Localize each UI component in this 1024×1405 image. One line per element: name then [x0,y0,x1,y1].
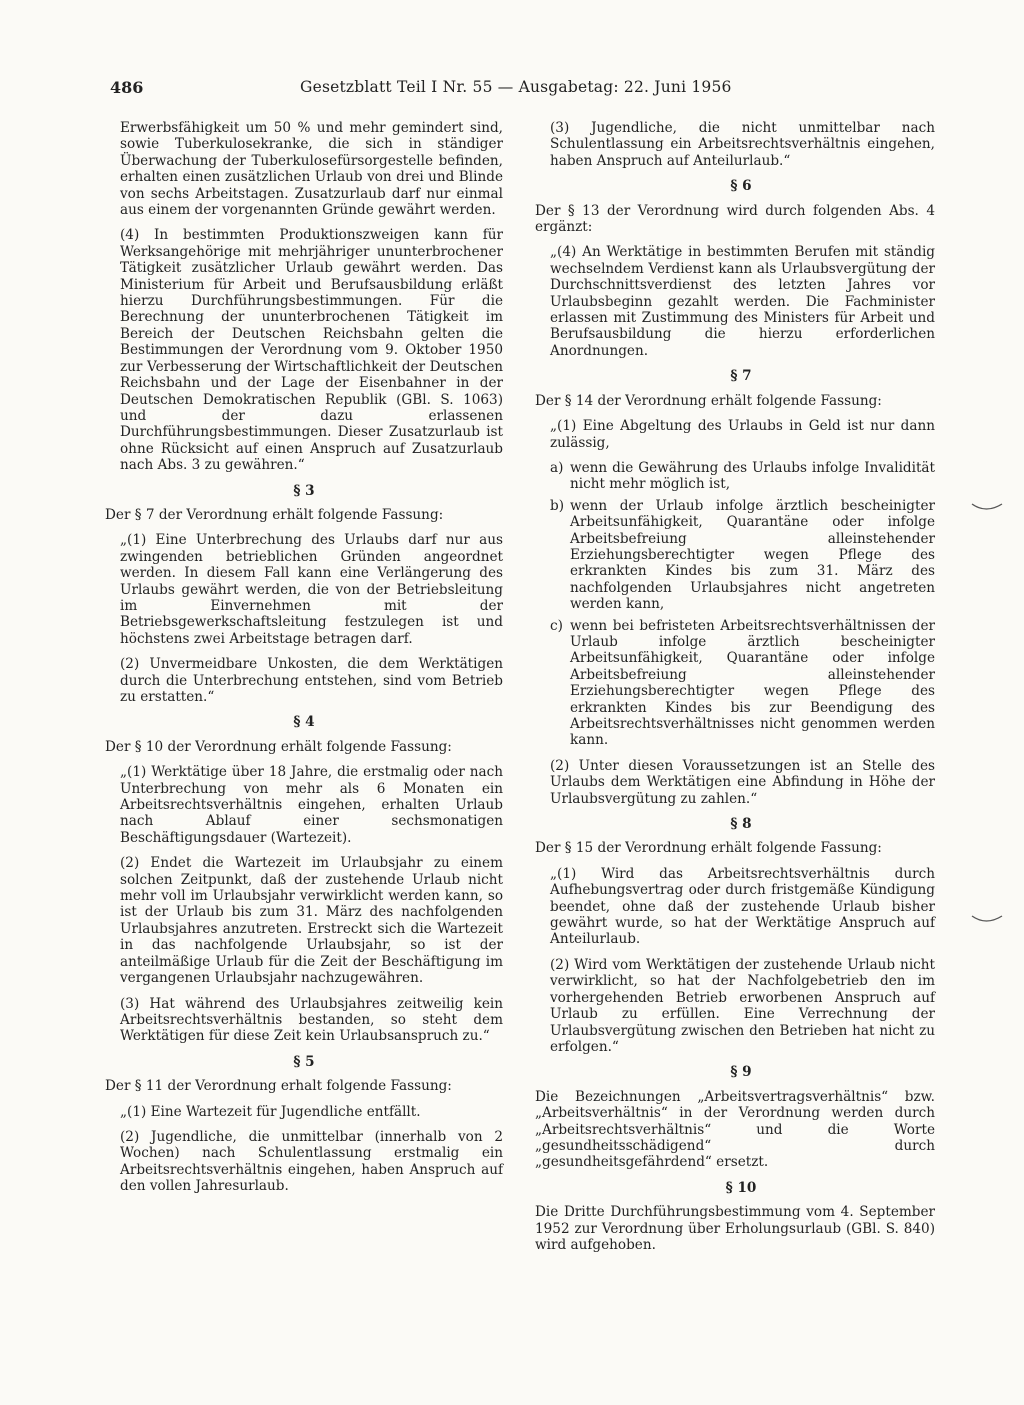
section-heading: § 6 [730,178,752,195]
paragraph: (4) In bestimmten Produktionszweigen kann für Werksangehörige mit mehrjähriger ununterbrochener Tätigkeit zusätzlicher Urlaub gewährt werden. Das Ministerium für Arbeit und Berufsausbildung erläßt hierzu Durchführungsbestimmungen. Für die Berechnung der ununterbrochenen Tätigkeit im Bereich der Deutschen Reichsbahn gelten die Bestimmungen der Verordnung vom 9. Oktober 1950 zur Verbesserung der Wirtschaftlichkeit der Deutschen Reichsbahn und der Lage der Eisenbahner in der Deutschen Demokratischen Republik (GBl. S. 1063) und der dazu erlassenen Durchführungsbestimmungen. Dieser Zusatzurlaub ist ohne Rücksicht auf einen Anspruch auf Zusatzurlaub nach Abs. 3 zu gewähren.“ [120,227,503,474]
section-intro: Der § 11 der Verordnung erhalt folgende Fassung: [105,1078,452,1095]
paragraph: „(4) An Werktätige in bestimmten Berufen mit ständig wechselndem Verdienst kann als Urlaubsvergütung der Durchschnittsverdienst des letzten Jahres vor Urlaubsbeginn gezahlt werden. Die Fachminister erlassen mit Zustimmung des Ministers für Arbeit und Berufsausbildung die hierzu erforderlichen Anordnungen. [550,244,935,359]
left-column [105,120,503,1204]
paragraph: Die Bezeichnungen „Arbeitsvertragsverhältnis“ bzw. „Arbeitsverhältnis“ in der Verordnung werden durch „Arbeitsrechtsverhältnis“ und die Worte „gesundheitsschädigend“ durch „gesundheitsgefährdend“ ersetzt. [535,1088,935,1171]
list-item-label: c) [550,617,563,634]
paragraph: „(1) Eine Abgeltung des Urlaubs in Geld ist nur dann zulässig, [550,418,935,451]
list-item-label: a) [550,459,564,476]
paragraph: (3) Jugendliche, die nicht unmittelbar nach Schulentlassung ein Arbeitsrechtsverhältnis eingehen, haben Anspruch auf Anteilurlaub.“ [550,120,935,169]
section-intro: Der § 15 der Verordnung erhält folgende Fassung: [535,840,882,857]
section-intro: Der § 7 der Verordnung erhält folgende Fassung: [105,506,444,523]
section-heading: § 5 [293,1053,315,1070]
list-item-label: b) [550,497,565,514]
paragraph: „(1) Eine Wartezeit für Jugendliche entfällt. [120,1103,421,1120]
list-item-text: wenn die Gewährung des Urlaubs infolge Invalidität nicht mehr möglich ist, [570,459,935,493]
section-heading: § 8 [730,816,752,833]
right-column [535,120,935,1262]
running-title: Gesetzblatt Teil I Nr. 55 — Ausgabetag: 22. Juni 1956 [300,78,732,96]
paragraph: (3) Hat während des Urlaubsjahres zeitweilig kein Arbeitsrechtsverhältnis bestanden, so steht dem Werktätigen für diese Zeit kein Urlaubsanspruch zu.“ [120,995,503,1045]
paragraph: (2) Jugendliche, die unmittelbar (innerhalb von 2 Wochen) nach Schulentlassung erstmalig ein Arbeitsrechtsverhältnis eingehen, haben Anspruch auf den vollen Jahresurlaub. [120,1128,503,1195]
paragraph: (2) Unvermeidbare Unkosten, die dem Werktätigen durch die Unterbrechung entstehen, sind vom Betrieb zu erstatten.“ [120,656,503,705]
list-item-text: wenn bei befristeten Arbeitsrechtsverhältnissen der Urlaub infolge ärztlich bescheinigter Arbeitsunfähigkeit, Quarantäne oder infolge Arbeitsbefreiung alleinstehender Erziehungsberechtigter wegen Pflege des erkrankten Kindes bis zur Beendigung des Arbeitsrechtsverhältnisses nicht genommen werden kann. [570,617,935,749]
section-intro: Der § 10 der Verordnung erhält folgende Fassung: [105,738,452,755]
list-item [550,460,935,493]
section-intro: Der § 13 der Verordnung wird durch folgenden Abs. 4 ergänzt: [535,202,935,236]
paragraph: (2) Wird vom Werktätigen der zustehende Urlaub nicht verwirklicht, so hat der Nachfolgebetrieb den im vorhergehenden Betrieb erworbenen Anspruch auf Urlaub zu erfüllen. Eine Verrechnung der Urlaubsvergütung zwischen den Betrieben hat nicht zu erfolgen.“ [550,956,935,1055]
paragraph: (2) Unter diesen Voraussetzungen ist an Stelle des Urlaubs dem Werktätigen eine Abfindung in Höhe der Urlaubsvergütung zu zahlen.“ [550,757,935,807]
paragraph: „(1) Werktätige über 18 Jahre, die erstmalig oder nach Unterbrechung von mehr als 6 Monaten ein Arbeitsrechtsverhältnis eingehen, erhalten Urlaub nach Ablauf einer sechsmonatigen Beschäftigungsdauer (Wartezeit). [120,764,503,846]
list-item [550,618,935,749]
paragraph: Erwerbsfähigkeit um 50 % und mehr gemindert sind, sowie Tuberkulosekranke, die sich in ständiger Überwachung der Tuberkulosefürsorgestelle befinden, erhalten einen zusätzlichen Urlaub von drei und Blinde von sechs Arbeitstagen. Zusatzurlaub darf nur einmal aus einem der vorgenannten Gründe gewährt werden. [120,120,503,219]
margin-pen-mark [970,912,1004,926]
section-heading: § 10 [725,1179,757,1196]
list-item [550,498,935,613]
section-heading: § 4 [293,714,315,731]
section-heading: § 3 [293,482,315,499]
paragraph: „(1) Wird das Arbeitsrechtsverhältnis durch Aufhebungsvertrag oder durch fristgemäße Kündigung beendet, ohne daß der zustehende Urlaub bisher gewährt wurde, so hat der Werktätige Anspruch auf Anteilurlaub. [550,865,935,948]
enumerated-list [535,460,935,749]
section-heading: § 9 [730,1064,752,1081]
section-intro: Der § 14 der Verordnung erhält folgende Fassung: [535,392,882,409]
page-number: 486 [110,78,144,97]
paragraph: „(1) Eine Unterbrechung des Urlaubs darf nur aus zwingenden betrieblichen Gründen angeordnet werden. In diesem Fall kann eine Verlängerung des Urlaubs gewährt werden, die von der Betriebsleitung im Einvernehmen mit der Betriebsgewerkschaftsleitung festzulegen ist und höchstens zwei Arbeitstage betragen darf. [120,532,503,647]
margin-pen-mark [970,500,1004,514]
paragraph: Die Dritte Durchführungsbestimmung vom 4. September 1952 zur Verordnung über Erholungsurlaub (GBl. S. 840) wird aufgehoben. [535,1204,935,1253]
section-heading: § 7 [730,368,752,385]
page-header [110,78,950,102]
list-item-text: wenn der Urlaub infolge ärztlich bescheinigter Arbeitsunfähigkeit, Quarantäne oder infolge Arbeitsbefreiung alleinstehender Erziehungsberechtigter wegen Pflege des erkrankten Kindes bis zum 31. März des nachfolgenden Urlaubsjahres nicht angetreten werden kann, [570,497,935,613]
paragraph: (2) Endet die Wartezeit im Urlaubsjahr zu einem solchen Zeitpunkt, daß der zustehende Urlaub nicht mehr voll im Urlaubsjahr verwirklicht werden kann, so ist der Urlaub bis zum 31. März des nachfolgenden Urlaubsjahres anzutreten. Erstreckt sich die Wartezeit in das nachfolgende Urlaubsjahr, so ist der anteilmäßige Urlaub für die Zeit der Beschäftigung im vergangenen Urlaubsjahr nachzugewähren. [120,855,503,987]
